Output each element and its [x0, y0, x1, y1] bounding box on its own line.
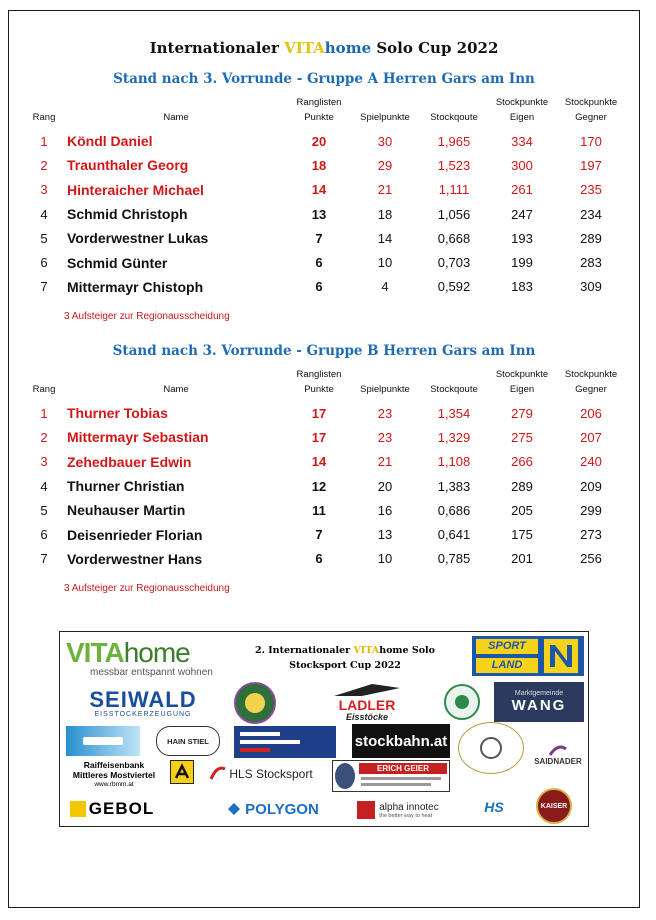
- spielpunkte-cell: 10: [377, 551, 393, 567]
- player-name-cell: Schmid Günter: [67, 254, 168, 271]
- ranglisten-punkte-cell: 7: [315, 527, 323, 543]
- player-name-cell: Mittermayr Chistoph: [67, 278, 204, 295]
- stockpunkte-gegner-cell: 206: [580, 405, 602, 421]
- stockpunkte-eigen-cell: 261: [511, 182, 533, 198]
- header-ranglisten: Ranglisten Punkte: [296, 369, 342, 395]
- stockpunkte-eigen-cell: 334: [511, 133, 533, 149]
- spielpunkte-cell: 21: [377, 182, 393, 198]
- header-gegner: Stockpunkte Gegner: [564, 369, 618, 395]
- stockpunkte-eigen-cell: 247: [511, 206, 533, 222]
- stockpunkte-eigen-cell: 193: [511, 230, 533, 246]
- stockpunkte-eigen-cell: 183: [511, 279, 533, 295]
- polygon-logo: [210, 796, 336, 822]
- table-row: [25, 474, 625, 498]
- stockqoute-cell: 1,965: [437, 133, 471, 149]
- header-eigen: Stockpunkte Eigen: [495, 369, 549, 395]
- stockpunkte-gegner-cell: 197: [580, 157, 602, 173]
- rank-cell: 4: [40, 478, 48, 494]
- kaiser-logo: KAISER: [536, 788, 572, 824]
- rank-cell: 5: [40, 502, 48, 518]
- ladler-wordmark: LADLER: [338, 697, 396, 713]
- stockpunkte-gegner-cell: 299: [580, 502, 602, 518]
- table-row: [25, 153, 625, 177]
- player-name-cell: Schmid Christoph: [67, 206, 188, 223]
- rank-cell: 1: [40, 405, 48, 421]
- table-row: [25, 202, 625, 226]
- player-name-cell: Vorderwestner Lukas: [67, 230, 209, 247]
- rank-cell: 2: [40, 157, 48, 173]
- ranglisten-punkte-cell: 13: [311, 206, 327, 222]
- ranglisten-punkte-cell: 11: [312, 502, 326, 518]
- rank-cell: 7: [40, 551, 48, 567]
- rank-cell: 1: [40, 133, 48, 149]
- stockpunkte-gegner-cell: 273: [580, 527, 602, 543]
- vitahome-tagline: messbar entspannt wohnen: [90, 666, 213, 678]
- header-stockqoute: Stockqoute: [430, 112, 478, 123]
- stockpunkte-gegner-cell: 309: [580, 279, 602, 295]
- stockpunkte-eigen-cell: 289: [511, 478, 533, 494]
- vitahome-logo-vita: VITA: [66, 636, 124, 668]
- group-a-table: [25, 95, 625, 299]
- stockqoute-cell: 1,111: [438, 182, 470, 198]
- sponsor-banner: [59, 631, 589, 827]
- stockqoute-cell: 0,703: [437, 255, 471, 271]
- stockbahn-logo: stockbahn.at: [352, 724, 450, 758]
- title-home: home: [324, 39, 372, 57]
- table-row: [25, 250, 625, 274]
- player-name-cell: Traunthaler Georg: [67, 157, 189, 174]
- group-a-note: 3 Aufsteiger zur Regionausscheidung: [64, 311, 230, 322]
- stockpunkte-eigen-cell: 266: [511, 454, 533, 470]
- stockpunkte-eigen-cell: 279: [511, 405, 533, 421]
- spielpunkte-cell: 4: [381, 279, 389, 295]
- gebol-wordmark: GEBOL: [88, 799, 155, 818]
- ranglisten-punkte-cell: 20: [311, 133, 327, 149]
- table-row: [25, 401, 625, 425]
- header-name: Name: [163, 384, 189, 395]
- alpha-innotec-wordmark: alpha innotec: [379, 801, 439, 813]
- table-header-row: [25, 95, 625, 129]
- player-name-cell: Deisenrieder Florian: [67, 526, 203, 543]
- rank-cell: 6: [40, 255, 48, 271]
- erich-geier-wordmark: ERICH GEIER: [359, 763, 447, 774]
- player-name-cell: Thurner Tobias: [67, 405, 168, 422]
- rank-cell: 3: [40, 182, 48, 198]
- header-gegner: Stockpunkte Gegner: [564, 97, 618, 123]
- ranglisten-punkte-cell: 18: [311, 157, 327, 173]
- player-name-cell: Thurner Christian: [67, 478, 185, 495]
- rank-cell: 2: [40, 429, 48, 445]
- ranglisten-punkte-cell: 6: [315, 551, 323, 567]
- stockqoute-cell: 1,523: [437, 157, 471, 173]
- ranglisten-punkte-cell: 12: [311, 478, 327, 494]
- spielpunkte-cell: 13: [377, 527, 393, 543]
- header-eigen: Stockpunkte Eigen: [495, 97, 549, 123]
- aquatechnik-logo: [66, 726, 140, 756]
- hechtl-sport-logo: [234, 726, 336, 758]
- stockqoute-cell: 1,354: [437, 405, 471, 421]
- gebol-logo: [66, 796, 158, 822]
- player-name-cell: Zehedbauer Edwin: [67, 453, 192, 470]
- header-stockqoute: Stockqoute: [430, 384, 478, 395]
- seiwald-wordmark: SEIWALD: [89, 686, 197, 712]
- polygon-wordmark: POLYGON: [245, 800, 319, 818]
- ranglisten-punkte-cell: 6: [315, 279, 323, 295]
- stockqoute-cell: 1,329: [437, 429, 471, 445]
- spielpunkte-cell: 20: [377, 478, 393, 494]
- hs-logo: HS: [484, 799, 504, 815]
- vitahome-logo: [66, 636, 234, 680]
- vitahome-logo-home: home: [123, 636, 190, 668]
- page-title: [9, 39, 639, 57]
- saidnader-swoosh-icon: [548, 743, 568, 757]
- spielpunkte-cell: 14: [377, 230, 393, 246]
- spielpunkte-cell: 16: [377, 502, 393, 518]
- wang-wordmark: WANG: [511, 697, 567, 714]
- stockpunkte-gegner-cell: 234: [580, 206, 602, 222]
- stockqoute-cell: 0,785: [437, 551, 471, 567]
- raiffeisen-giebelkreuz-icon: [170, 760, 194, 784]
- header-spielpunkte: Spielpunkte: [360, 384, 410, 395]
- table-row: [25, 425, 625, 449]
- spielpunkte-cell: 29: [377, 157, 393, 173]
- spielpunkte-cell: 10: [377, 255, 393, 271]
- wang-subline: Marktgemeinde: [514, 690, 564, 697]
- player-name-cell: Neuhauser Martin: [67, 502, 186, 519]
- rank-cell: 5: [40, 230, 48, 246]
- stockpunkte-eigen-cell: 199: [511, 255, 533, 271]
- stockpunkte-eigen-cell: 205: [511, 502, 533, 518]
- stockpunkte-gegner-cell: 209: [580, 478, 602, 494]
- seiwald-subline: EISSTOCKERZEUGUNG: [94, 710, 192, 718]
- cup-title-line2: Stocksport Cup 2022: [289, 660, 401, 671]
- stockpunkte-eigen-cell: 175: [511, 527, 533, 543]
- table-row: [25, 498, 625, 522]
- stockqoute-cell: 0,668: [437, 230, 471, 246]
- hls-wordmark: HLS Stocksport: [229, 767, 313, 781]
- stockqoute-cell: 0,641: [437, 527, 471, 543]
- saidnader-wordmark: SAIDNADER: [534, 756, 582, 766]
- table-row: [25, 178, 625, 202]
- stockqoute-cell: 0,592: [437, 279, 471, 295]
- header-spielpunkte: Spielpunkte: [360, 112, 410, 123]
- ladler-subline: Eisstöcke: [345, 712, 389, 722]
- stockqoute-cell: 1,056: [437, 206, 471, 222]
- table-row: [25, 547, 625, 571]
- table-row: [25, 129, 625, 153]
- stockpunkte-eigen-cell: 300: [511, 157, 533, 173]
- spielpunkte-cell: 18: [377, 206, 393, 222]
- hainstiel-logo: HAIN STIEL: [156, 726, 220, 756]
- ranglisten-punkte-cell: 14: [311, 182, 327, 198]
- ranglisten-punkte-cell: 7: [315, 230, 323, 246]
- polygon-mark-icon: [227, 802, 241, 816]
- player-name-cell: Mittermayr Sebastian: [67, 429, 209, 446]
- ranglisten-punkte-cell: 17: [311, 429, 327, 445]
- club-emblem-icon: [234, 682, 276, 724]
- sportland-word-sport: SPORT: [476, 639, 538, 654]
- erich-geier-logo: [332, 760, 450, 792]
- spielpunkte-cell: 23: [377, 405, 393, 421]
- table-row: [25, 522, 625, 546]
- title-suffix: Solo Cup 2022: [371, 39, 499, 57]
- ranglisten-punkte-cell: 17: [311, 405, 327, 421]
- player-name-cell: Köndl Daniel: [67, 133, 153, 150]
- stockqoute-cell: 1,383: [437, 478, 471, 494]
- rank-cell: 6: [40, 527, 48, 543]
- raiffeisen-line1: Raiffeisenbank: [83, 760, 145, 770]
- cup-title-vita: VITA: [353, 645, 380, 656]
- sportland-logo: [472, 636, 584, 676]
- spielpunkte-cell: 23: [377, 429, 393, 445]
- header-rang: Rang: [32, 384, 56, 395]
- table-row: [25, 450, 625, 474]
- raiffeisen-logo: [64, 760, 164, 790]
- stockpunkte-gegner-cell: 283: [580, 255, 602, 271]
- group-b-title: Stand nach 3. Vorrunde - Gruppe B Herren Gars am Inn: [112, 343, 536, 359]
- ladler-logo: [292, 680, 442, 724]
- group-b-note: 3 Aufsteiger zur Regionausscheidung: [64, 583, 230, 594]
- title-prefix: Internationaler: [149, 39, 285, 57]
- association-emblem-icon: [444, 684, 480, 720]
- cup-title-post: home Solo: [379, 645, 435, 656]
- stockpunkte-gegner-cell: 289: [580, 230, 602, 246]
- cup-title: [240, 640, 450, 676]
- stockpunkte-gegner-cell: 207: [580, 429, 602, 445]
- sportland-word-land: LAND: [476, 658, 538, 673]
- seiwald-logo: [68, 686, 218, 720]
- club-seal-icon: [458, 722, 524, 774]
- rank-cell: 7: [40, 279, 48, 295]
- title-vita: VITA: [284, 39, 325, 57]
- table-row: [25, 226, 625, 250]
- hls-swoosh-icon: [209, 765, 227, 783]
- stockpunkte-eigen-cell: 275: [511, 429, 533, 445]
- header-ranglisten: Ranglisten Punkte: [296, 97, 342, 123]
- stockpunkte-eigen-cell: 201: [511, 551, 533, 567]
- stockpunkte-gegner-cell: 256: [580, 551, 602, 567]
- wang-logo: [494, 682, 584, 722]
- stockpunkte-gegner-cell: 235: [580, 182, 602, 198]
- player-name-cell: Hinteraicher Michael: [67, 181, 204, 198]
- spielpunkte-cell: 30: [377, 133, 393, 149]
- cup-title-pre: 2. Internationaler: [255, 645, 354, 656]
- ranglisten-punkte-cell: 14: [311, 454, 327, 470]
- raiffeisen-line2: Mittleres Mostviertel: [72, 770, 156, 780]
- stockqoute-cell: 0,686: [437, 502, 471, 518]
- hls-stocksport-logo: [202, 762, 320, 786]
- noe-icon: [544, 639, 578, 673]
- table-header-row: [25, 367, 625, 401]
- group-a-title: Stand nach 3. Vorrunde - Gruppe A Herren Gars am Inn: [113, 71, 535, 87]
- stockpunkte-gegner-cell: 170: [580, 133, 602, 149]
- spielpunkte-cell: 21: [377, 454, 393, 470]
- ladler-swoosh-icon: [332, 682, 402, 698]
- player-name-cell: Vorderwestner Hans: [67, 550, 203, 567]
- header-rang: Rang: [32, 112, 56, 123]
- rank-cell: 4: [40, 206, 48, 222]
- stockqoute-cell: 1,108: [437, 454, 471, 470]
- group-b-table: [25, 367, 625, 571]
- alpha-innotec-subline: the better way to heat: [379, 812, 433, 819]
- raiffeisen-url: www.rbmm.at: [94, 781, 134, 788]
- rank-cell: 3: [40, 454, 48, 470]
- stockpunkte-gegner-cell: 240: [580, 454, 602, 470]
- table-row: [25, 275, 625, 299]
- header-name: Name: [163, 112, 189, 123]
- saidnader-logo: [530, 736, 586, 772]
- ranglisten-punkte-cell: 6: [315, 255, 323, 271]
- alpha-innotec-logo: [342, 796, 454, 824]
